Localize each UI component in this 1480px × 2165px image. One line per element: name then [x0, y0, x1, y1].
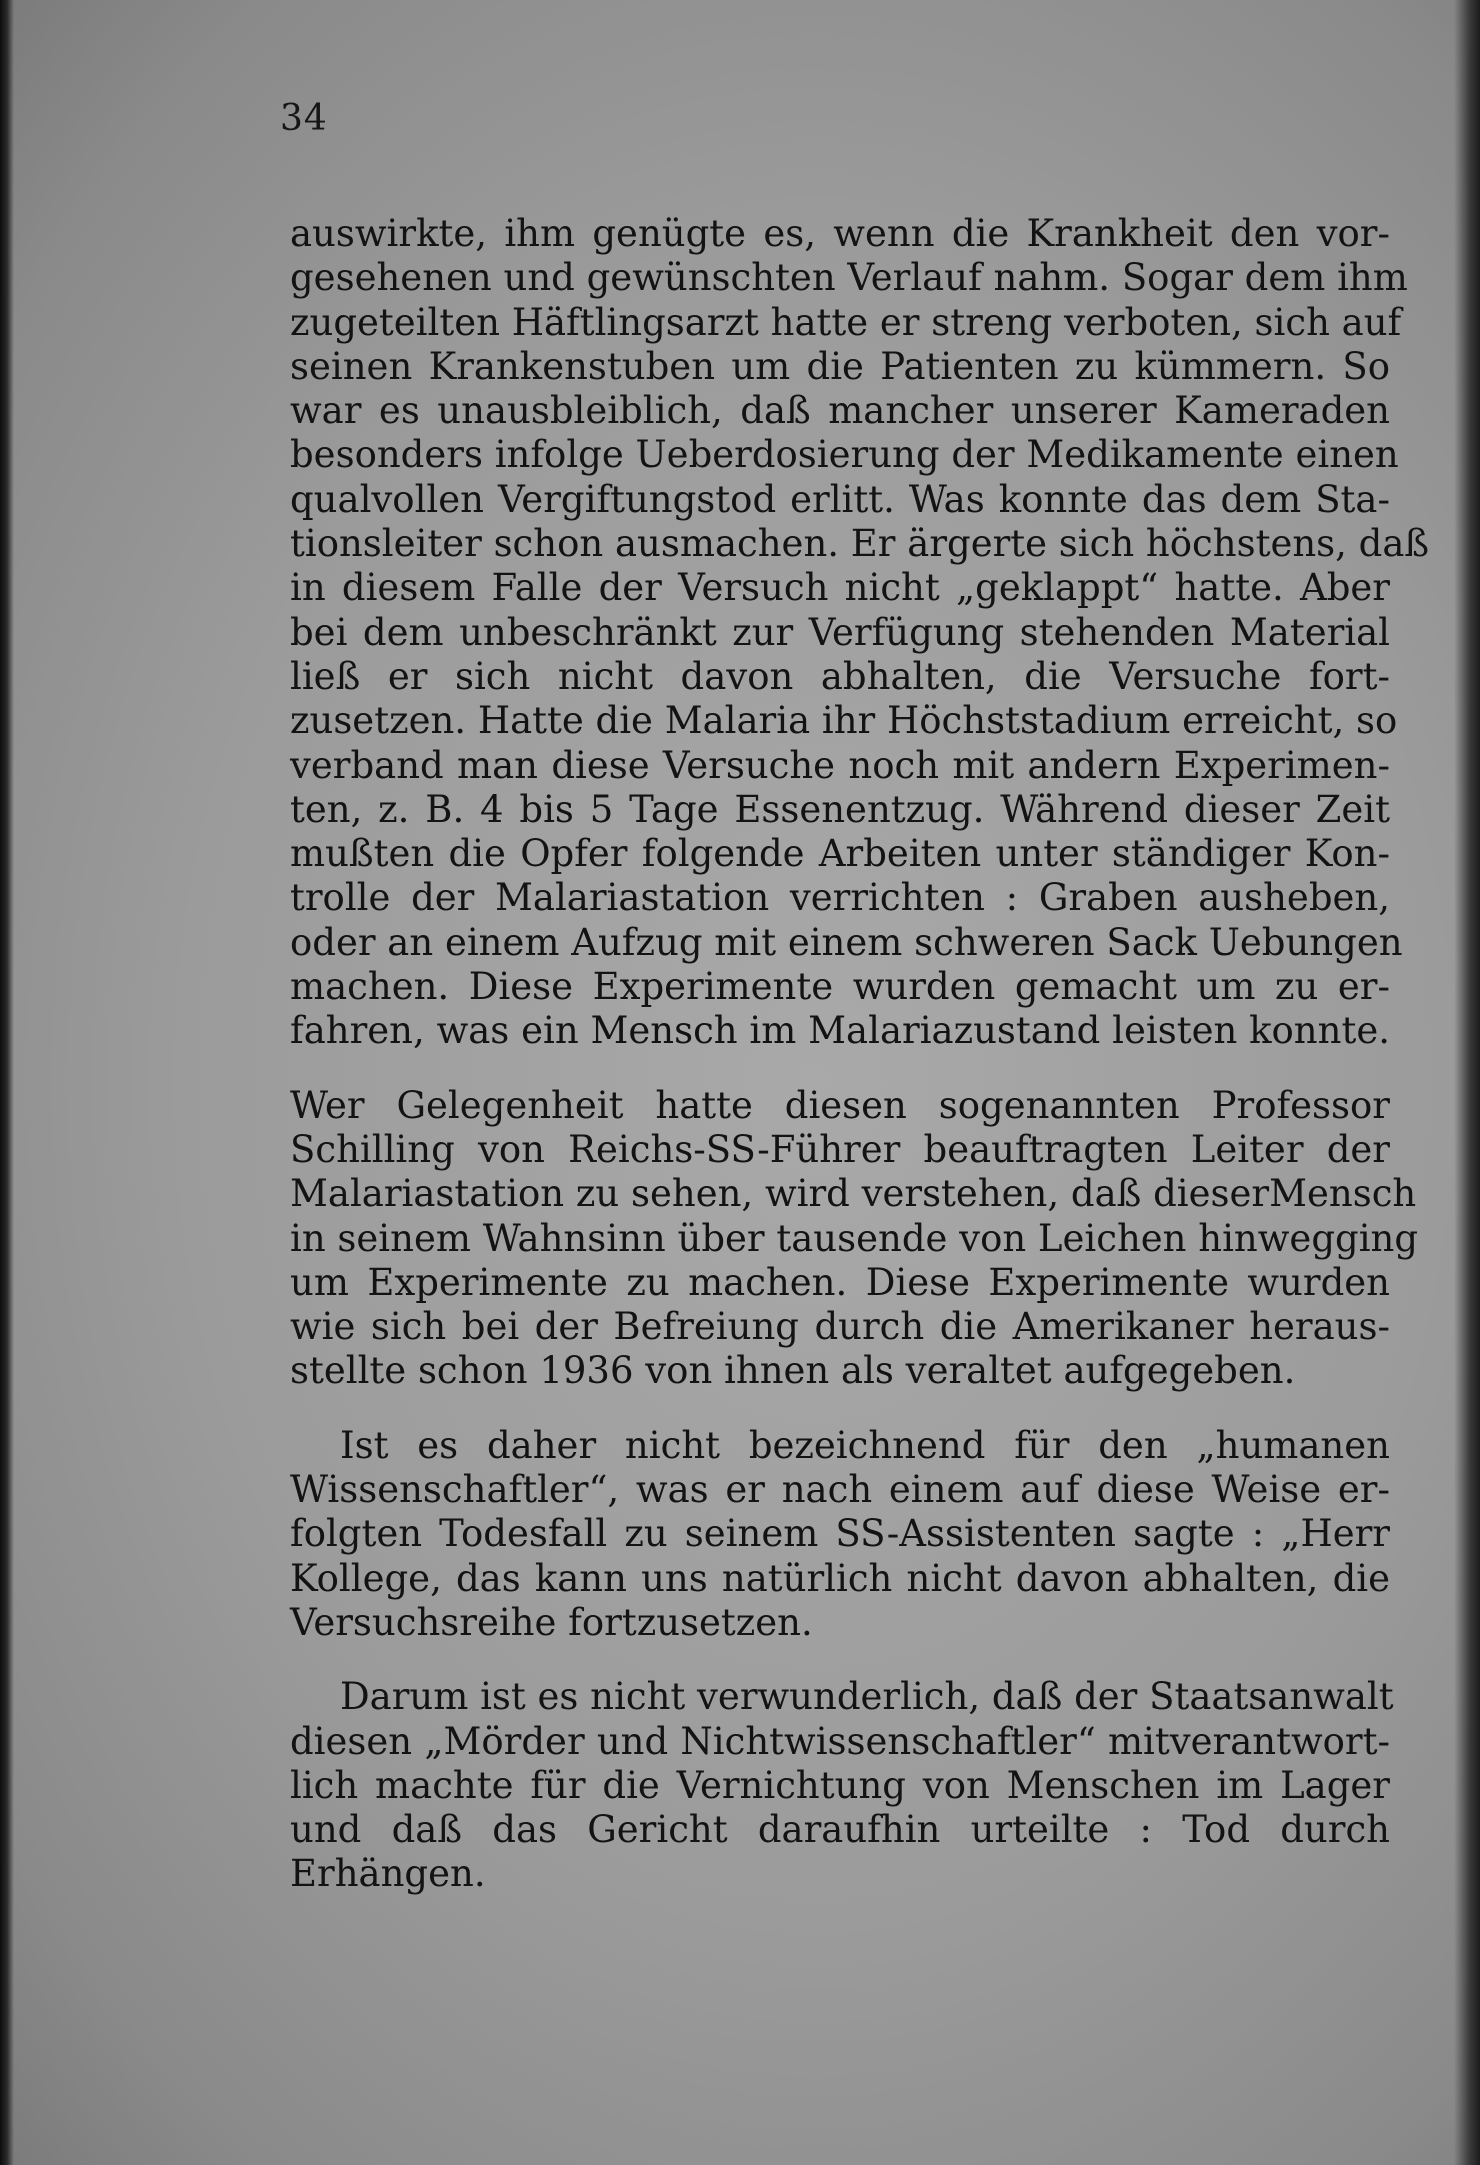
- text-line: Wer Gelegenheit hatte diesen sogenannten Professor: [290, 1083, 1390, 1127]
- text-line: Versuchsreihe fortzusetzen.: [290, 1600, 813, 1644]
- text-line: besonders infolge Ueberdosierung der Medikamente einen: [290, 433, 1399, 477]
- page-number: 34: [280, 98, 328, 139]
- text-line: bei dem unbeschränkt zur Verfügung stehenden Material: [290, 610, 1390, 654]
- text-line: Schilling von Reichs-SS-Führer beauftragten Leiter der: [290, 1127, 1390, 1171]
- body-text: [290, 212, 1430, 1897]
- text-line: war es unausbleiblich, daß mancher unserer Kameraden: [290, 389, 1390, 433]
- text-line: zusetzen. Hatte die Malaria ihr Höchststadium erreicht, so: [290, 699, 1398, 743]
- text-line: tionsleiter schon ausmachen. Er ärgerte sich höchstens, daß: [290, 522, 1430, 566]
- text-line: diesen „Mörder und Nichtwissenschaftler“ mitverantwort-: [290, 1719, 1390, 1763]
- text-line: seinen Krankenstuben um die Patienten zu kümmern. So: [290, 344, 1390, 388]
- text-line: stellte schon 1936 von ihnen als veraltet aufgegeben.: [290, 1349, 1296, 1393]
- paragraph-spacer: [290, 1054, 1390, 1084]
- text-line: zugeteilten Häftlingsarzt hatte er streng verboten, sich auf: [290, 300, 1402, 344]
- text-line: mußten die Opfer folgende Arbeiten unter ständiger Kon-: [290, 832, 1390, 876]
- text-line: um Experimente zu machen. Diese Experimente wurden: [290, 1260, 1390, 1304]
- text-line: und daß das Gericht daraufhin urteilte : Tod durch: [290, 1808, 1390, 1852]
- text-line: auswirkte, ihm genügte es, wenn die Krankheit den vor-: [290, 212, 1390, 255]
- text-line: Ist es daher nicht bezeichnend für den „humanen: [340, 1423, 1390, 1467]
- text-line: lich machte für die Vernichtung von Menschen im Lager: [290, 1763, 1390, 1807]
- text-line: fahren, was ein Mensch im Malariazustand leisten konnte.: [290, 1009, 1390, 1053]
- paragraph-4: [290, 1675, 1394, 1896]
- text-line: in seinem Wahnsinn über tausende von Leichen hinwegging: [290, 1216, 1419, 1260]
- text-line: trolle der Malariastation verrichten : Graben ausheben,: [290, 876, 1390, 920]
- text-line: Wissenschaftler“, was er nach einem auf diese Weise er-: [290, 1468, 1390, 1512]
- text-line: oder an einem Aufzug mit einem schweren Sack Uebungen: [290, 920, 1403, 964]
- paragraph-spacer: [290, 1645, 1390, 1675]
- text-line: folgten Todesfall zu seinem SS-Assistenten sagte : „Herr: [290, 1512, 1390, 1556]
- paragraph-3: [290, 1424, 1390, 1645]
- text-line: ten, z. B. 4 bis 5 Tage Essenentzug. Während dieser Zeit: [290, 787, 1390, 831]
- page-shadow-right: [1454, 0, 1480, 2165]
- paragraph-2: [290, 1083, 1419, 1394]
- text-line: qualvollen Vergiftungstod erlitt. Was konnte das dem Sta-: [290, 477, 1390, 521]
- text-line: in diesem Falle der Versuch nicht „geklappt“ hatte. Aber: [290, 566, 1390, 610]
- text-line: verband man diese Versuche noch mit andern Experimen-: [290, 743, 1390, 787]
- text-line: Erhängen.: [290, 1852, 486, 1896]
- page-shadow-left: [0, 0, 14, 2165]
- text-line: ließ er sich nicht davon abhalten, die Versuche fort-: [290, 654, 1390, 698]
- paragraph-spacer: [290, 1394, 1390, 1424]
- text-line: gesehenen und gewünschten Verlauf nahm. Sogar dem ihm: [290, 256, 1408, 300]
- text-line: machen. Diese Experimente wurden gemacht um zu er-: [290, 965, 1390, 1009]
- text-line: Malariastation zu sehen, wird verstehen, daß dieserMensch: [290, 1172, 1417, 1216]
- text-line: Kollege, das kann uns natürlich nicht davon abhalten, die: [290, 1556, 1390, 1600]
- paragraph-1: [290, 212, 1430, 1054]
- text-line: Darum ist es nicht verwunderlich, daß der Staatsanwalt: [340, 1675, 1394, 1719]
- text-line: wie sich bei der Befreiung durch die Amerikaner heraus-: [290, 1305, 1390, 1349]
